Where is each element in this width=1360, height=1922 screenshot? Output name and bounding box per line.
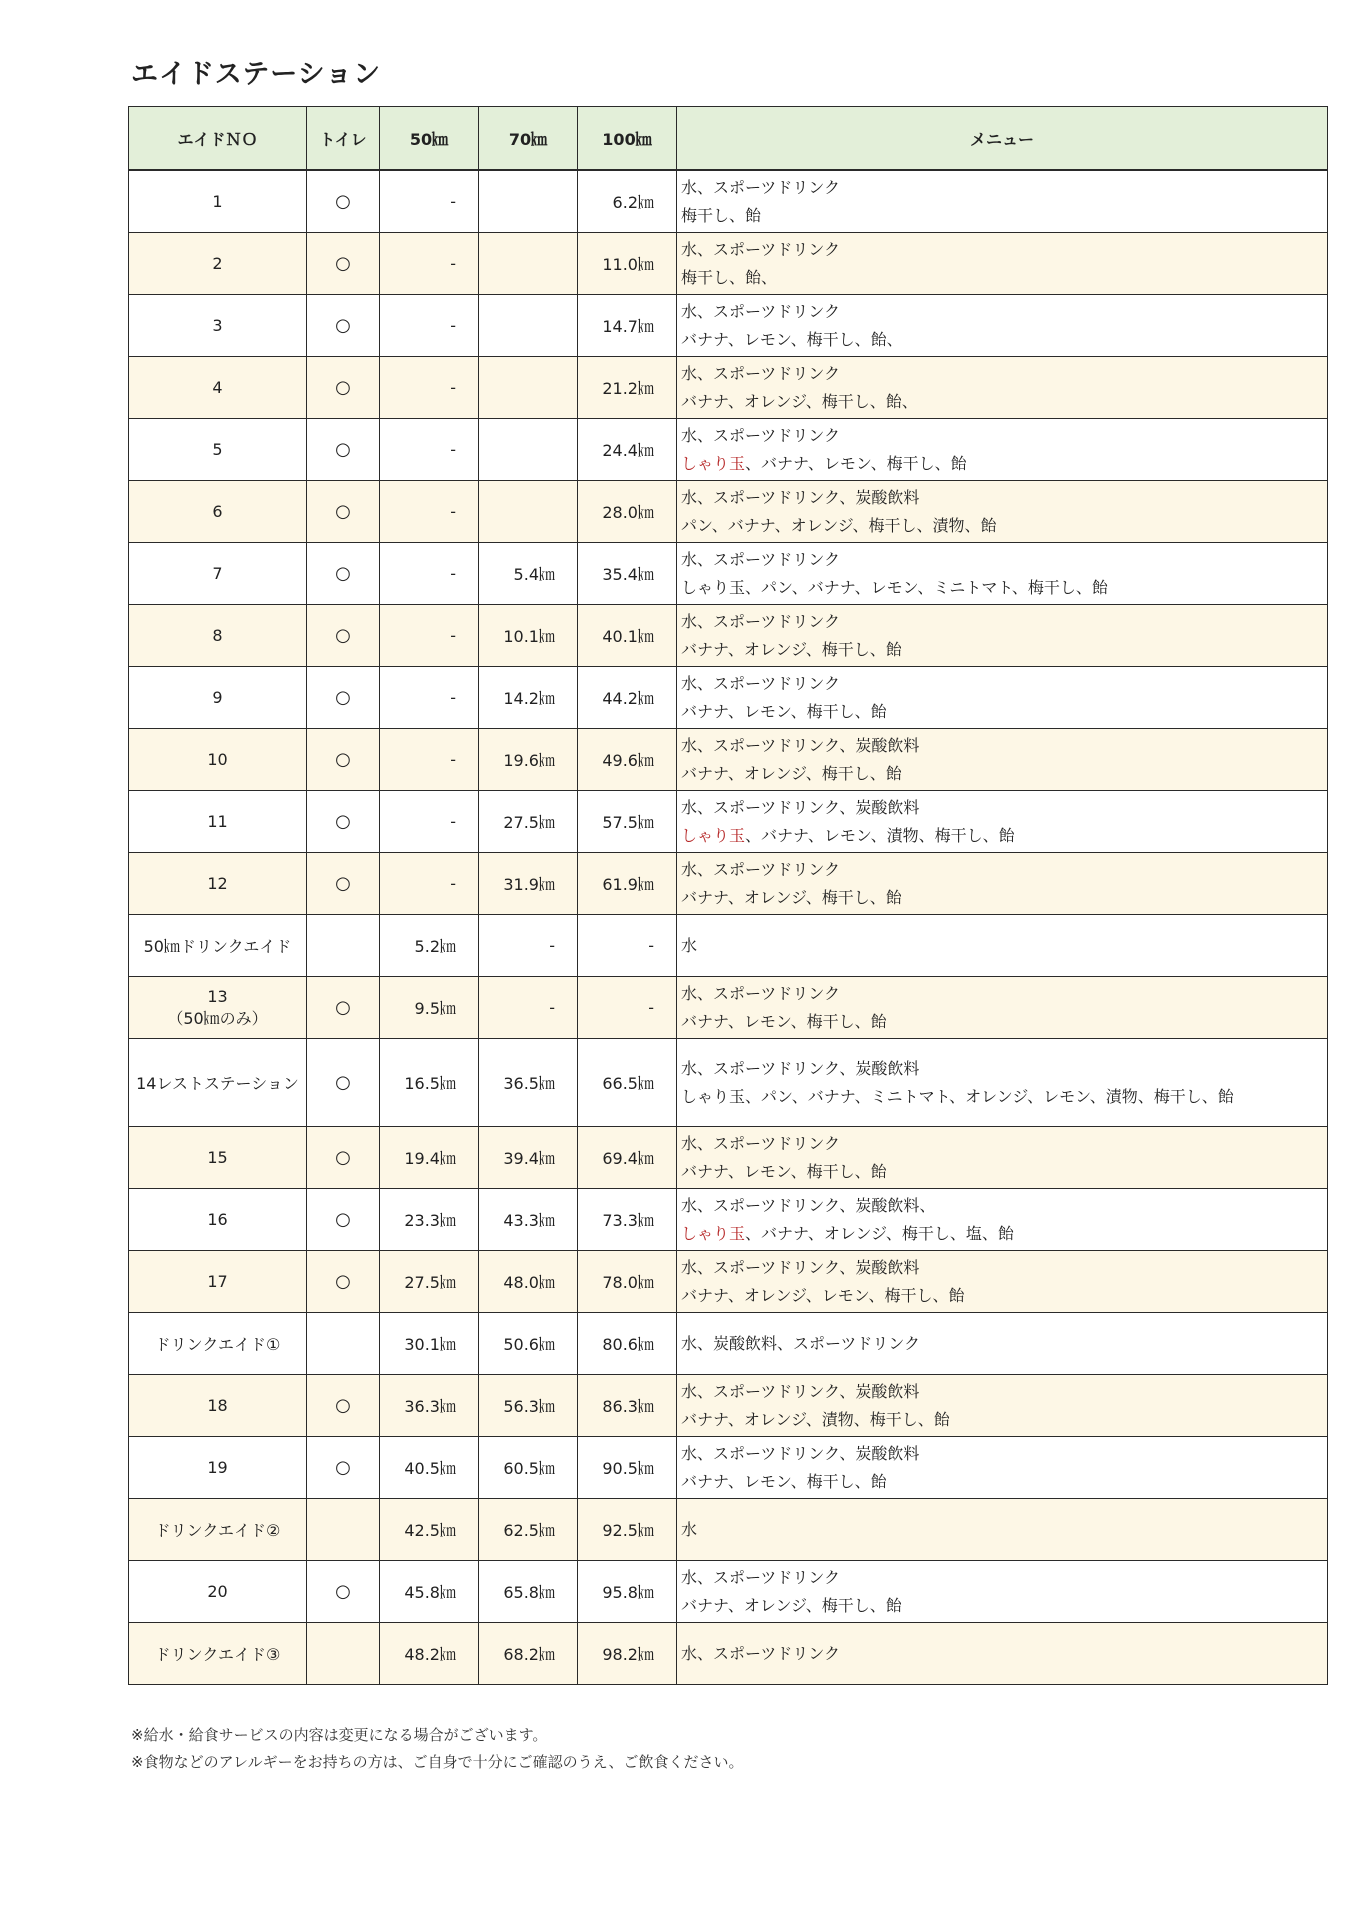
aid-station-table: [128, 106, 1328, 1685]
cell-100km: 73.3㎞: [578, 1189, 677, 1251]
cell-menu: [677, 1127, 1328, 1189]
menu-foods: [681, 760, 1327, 788]
cell-aid-no: [129, 667, 307, 729]
menu-food-items: バナナ、オレンジ、梅干し、飴: [681, 639, 902, 659]
cell-70km: 36.5㎞: [479, 1039, 578, 1127]
aid-number: 5: [212, 440, 223, 459]
cell-70km: 56.3㎞: [479, 1375, 578, 1437]
aid-number: 12: [207, 874, 228, 893]
aid-number: ドリンクエイド②: [154, 1521, 281, 1540]
menu-drinks: 水、スポーツドリンク、炭酸飲料、: [681, 1195, 936, 1215]
table-row: [129, 1127, 1328, 1189]
cell-menu: [677, 853, 1328, 915]
table-row: [129, 233, 1328, 295]
menu-foods: [681, 574, 1327, 602]
cell-50km: -: [380, 419, 479, 481]
menu-foods: [681, 1008, 1327, 1036]
menu-drinks: 水、スポーツドリンク: [681, 983, 841, 1003]
cell-100km: 6.2㎞: [578, 170, 677, 233]
cell-aid-no: [129, 233, 307, 295]
cell-aid-no: [129, 1375, 307, 1437]
aid-number: 9: [212, 688, 223, 707]
cell-100km: 86.3㎞: [578, 1375, 677, 1437]
cell-menu: [677, 791, 1328, 853]
menu-foods: [681, 326, 1327, 354]
aid-number: 20: [207, 1582, 228, 1601]
cell-50km: 42.5㎞: [380, 1499, 479, 1561]
menu-foods: [681, 1468, 1327, 1496]
cell-70km: 50.6㎞: [479, 1313, 578, 1375]
table-row: [129, 1313, 1328, 1375]
cell-aid-no: [129, 1499, 307, 1561]
cell-menu: [677, 170, 1328, 233]
cell-50km: -: [380, 295, 479, 357]
aid-number: 3: [212, 316, 223, 335]
menu-food-items: バナナ、レモン、梅干し、飴: [681, 1471, 887, 1491]
cell-menu: [677, 481, 1328, 543]
cell-50km: -: [380, 543, 479, 605]
menu-foods: [681, 264, 1327, 292]
cell-50km: 48.2㎞: [380, 1623, 479, 1685]
menu-foods: [681, 1220, 1327, 1248]
menu-foods: [681, 1592, 1327, 1620]
cell-aid-no: [129, 791, 307, 853]
page-title: エイドステーション: [131, 59, 382, 90]
cell-menu: [677, 357, 1328, 419]
table-row: [129, 791, 1328, 853]
cell-70km: [479, 419, 578, 481]
menu-food-items: バナナ、レモン、梅干し、飴: [681, 1161, 887, 1181]
cell-70km: 5.4㎞: [479, 543, 578, 605]
cell-70km: -: [479, 915, 578, 977]
table-row: [129, 915, 1328, 977]
cell-100km: 78.0㎞: [578, 1251, 677, 1313]
cell-100km: 40.1㎞: [578, 605, 677, 667]
cell-100km: 11.0㎞: [578, 233, 677, 295]
cell-50km: 23.3㎞: [380, 1189, 479, 1251]
aid-number: 50㎞ドリンクエイド: [143, 937, 292, 956]
table-row: [129, 357, 1328, 419]
cell-menu: [677, 1623, 1328, 1685]
cell-toilet: [307, 915, 380, 977]
cell-toilet: [307, 1623, 380, 1685]
cell-menu: [677, 233, 1328, 295]
cell-toilet: ○: [307, 1251, 380, 1313]
menu-foods: [681, 698, 1327, 726]
table-row: [129, 1561, 1328, 1623]
menu-drinks: 水、スポーツドリンク、炭酸飲料: [681, 1257, 920, 1277]
footnote-change: ※給水・給食サービスの内容は変更になる場合がございます。: [131, 1726, 548, 1744]
header-row: [129, 107, 1328, 171]
cell-aid-no: [129, 853, 307, 915]
menu-drinks: 水、スポーツドリンク、炭酸飲料: [681, 1443, 920, 1463]
cell-50km: -: [380, 853, 479, 915]
aid-number: 7: [212, 564, 223, 583]
cell-menu: [677, 667, 1328, 729]
menu-drinks: 水、炭酸飲料、スポーツドリンク: [681, 1333, 921, 1353]
table-row: [129, 419, 1328, 481]
aid-number: 15: [207, 1148, 228, 1167]
menu-food-items: バナナ、レモン、梅干し、飴: [681, 1011, 887, 1031]
menu-foods: [681, 388, 1327, 416]
menu-food-items: バナナ、オレンジ、梅干し、飴: [681, 1595, 902, 1615]
cell-100km: 90.5㎞: [578, 1437, 677, 1499]
cell-70km: 48.0㎞: [479, 1251, 578, 1313]
cell-aid-no: [129, 1623, 307, 1685]
cell-50km: 45.8㎞: [380, 1561, 479, 1623]
cell-50km: 19.4㎞: [380, 1127, 479, 1189]
cell-toilet: ○: [307, 729, 380, 791]
menu-foods: [681, 636, 1327, 664]
table-row: [129, 1375, 1328, 1437]
cell-100km: 57.5㎞: [578, 791, 677, 853]
aid-number: ドリンクエイド③: [154, 1645, 281, 1664]
menu-food-items: バナナ、オレンジ、梅干し、飴: [681, 763, 902, 783]
menu-highlight-shari: しゃり玉: [681, 1223, 746, 1243]
cell-70km: 39.4㎞: [479, 1127, 578, 1189]
menu-drinks: 水、スポーツドリンク: [681, 611, 841, 631]
cell-menu: [677, 1499, 1328, 1561]
cell-70km: 65.8㎞: [479, 1561, 578, 1623]
cell-aid-no: [129, 1561, 307, 1623]
cell-70km: 10.1㎞: [479, 605, 578, 667]
menu-drinks: 水、スポーツドリンク、炭酸飲料: [681, 1058, 920, 1078]
cell-50km: 16.5㎞: [380, 1039, 479, 1127]
cell-70km: [479, 357, 578, 419]
cell-menu: [677, 977, 1328, 1039]
cell-70km: 62.5㎞: [479, 1499, 578, 1561]
menu-foods: [681, 1083, 1327, 1111]
menu-highlight-shari: しゃり玉: [681, 453, 746, 473]
footnotes: [131, 1722, 744, 1776]
cell-50km: -: [380, 729, 479, 791]
table-row: [129, 605, 1328, 667]
cell-aid-no: [129, 481, 307, 543]
cell-toilet: ○: [307, 170, 380, 233]
aid-number: 8: [212, 626, 223, 645]
menu-food-items: バナナ、オレンジ、梅干し、飴、: [681, 391, 918, 411]
aid-number: 16: [207, 1210, 228, 1229]
cell-aid-no: [129, 170, 307, 233]
cell-50km: -: [380, 791, 479, 853]
table-row: [129, 1499, 1328, 1561]
cell-aid-no: [129, 357, 307, 419]
cell-50km: 36.3㎞: [380, 1375, 479, 1437]
menu-drinks: 水、スポーツドリンク: [681, 1643, 841, 1663]
cell-100km: 44.2㎞: [578, 667, 677, 729]
cell-toilet: ○: [307, 543, 380, 605]
cell-100km: 80.6㎞: [578, 1313, 677, 1375]
table-row: [129, 481, 1328, 543]
cell-70km: [479, 481, 578, 543]
table-row: [129, 853, 1328, 915]
menu-drinks: 水、スポーツドリンク: [681, 859, 841, 879]
cell-menu: [677, 1313, 1328, 1375]
menu-food-items: 梅干し、飴、: [681, 267, 778, 287]
menu-foods: [681, 1158, 1327, 1186]
cell-70km: 60.5㎞: [479, 1437, 578, 1499]
cell-menu: [677, 1561, 1328, 1623]
table-row: [129, 1623, 1328, 1685]
cell-50km: -: [380, 233, 479, 295]
cell-aid-no: [129, 295, 307, 357]
header-aid-no: エイドＮＯ: [129, 107, 307, 171]
cell-50km: 27.5㎞: [380, 1251, 479, 1313]
cell-aid-no: [129, 1313, 307, 1375]
cell-100km: 69.4㎞: [578, 1127, 677, 1189]
cell-toilet: ○: [307, 853, 380, 915]
cell-menu: [677, 1375, 1328, 1437]
aid-number: 2: [212, 254, 223, 273]
menu-food-items: 、バナナ、レモン、梅干し、飴: [745, 453, 967, 473]
cell-70km: 31.9㎞: [479, 853, 578, 915]
menu-drinks: 水、スポーツドリンク: [681, 301, 841, 321]
aid-number: 19: [207, 1458, 228, 1477]
cell-toilet: ○: [307, 1189, 380, 1251]
cell-50km: -: [380, 170, 479, 233]
table-row: [129, 295, 1328, 357]
cell-menu: [677, 295, 1328, 357]
cell-100km: 66.5㎞: [578, 1039, 677, 1127]
menu-food-items: バナナ、レモン、梅干し、飴、: [681, 329, 903, 349]
cell-100km: 24.4㎞: [578, 419, 677, 481]
cell-menu: [677, 1251, 1328, 1313]
menu-food-items: 梅干し、飴: [681, 205, 762, 225]
menu-food-items: バナナ、オレンジ、レモン、梅干し、飴: [681, 1285, 965, 1305]
aid-number-note: （50㎞のみ）: [167, 1008, 268, 1028]
menu-foods: [681, 202, 1327, 230]
cell-100km: 98.2㎞: [578, 1623, 677, 1685]
cell-menu: [677, 915, 1328, 977]
cell-50km: 9.5㎞: [380, 977, 479, 1039]
menu-foods: [681, 450, 1327, 478]
cell-70km: 43.3㎞: [479, 1189, 578, 1251]
menu-food-items: しゃり玉、パン、バナナ、ミニトマト、オレンジ、レモン、漬物、梅干し、飴: [681, 1086, 1234, 1106]
cell-toilet: ○: [307, 1375, 380, 1437]
cell-aid-no: [129, 1039, 307, 1127]
cell-70km: 68.2㎞: [479, 1623, 578, 1685]
menu-drinks: 水、スポーツドリンク: [681, 363, 841, 383]
cell-menu: [677, 1039, 1328, 1127]
cell-aid-no: [129, 977, 307, 1039]
cell-70km: [479, 170, 578, 233]
cell-menu: [677, 419, 1328, 481]
cell-toilet: ○: [307, 419, 380, 481]
menu-drinks: 水、スポーツドリンク: [681, 177, 841, 197]
cell-50km: 40.5㎞: [380, 1437, 479, 1499]
menu-foods: [681, 1406, 1327, 1434]
cell-toilet: ○: [307, 481, 380, 543]
table-row: [129, 543, 1328, 605]
menu-drinks: 水: [681, 935, 698, 955]
menu-foods: [681, 884, 1327, 912]
cell-aid-no: [129, 1251, 307, 1313]
menu-food-items: パン、バナナ、オレンジ、梅干し、漬物、飴: [681, 515, 997, 535]
cell-70km: [479, 233, 578, 295]
table-row: [129, 729, 1328, 791]
table-row: [129, 977, 1328, 1039]
cell-aid-no: [129, 915, 307, 977]
cell-70km: [479, 295, 578, 357]
aid-number: 14レストステーション: [136, 1074, 299, 1093]
menu-food-items: しゃり玉、パン、バナナ、レモン、ミニトマト、梅干し、飴: [681, 577, 1108, 597]
cell-70km: 14.2㎞: [479, 667, 578, 729]
cell-100km: -: [578, 915, 677, 977]
cell-100km: 92.5㎞: [578, 1499, 677, 1561]
menu-drinks: 水: [681, 1519, 698, 1539]
menu-food-items: バナナ、オレンジ、漬物、梅干し、飴: [681, 1409, 950, 1429]
header-100km: 100㎞: [578, 107, 677, 171]
cell-aid-no: [129, 1127, 307, 1189]
cell-100km: 21.2㎞: [578, 357, 677, 419]
menu-drinks: 水、スポーツドリンク: [681, 239, 841, 259]
aid-number: 6: [212, 502, 223, 521]
cell-toilet: ○: [307, 233, 380, 295]
aid-number: 1: [212, 192, 223, 211]
menu-drinks: 水、スポーツドリンク: [681, 1133, 841, 1153]
cell-100km: -: [578, 977, 677, 1039]
header-menu: メニュー: [677, 107, 1328, 171]
cell-50km: 5.2㎞: [380, 915, 479, 977]
menu-food-items: バナナ、オレンジ、梅干し、飴: [681, 887, 902, 907]
cell-70km: 27.5㎞: [479, 791, 578, 853]
table-row: [129, 1251, 1328, 1313]
cell-toilet: ○: [307, 605, 380, 667]
table-row: [129, 667, 1328, 729]
table-row: [129, 1039, 1328, 1127]
aid-number: 18: [207, 1396, 228, 1415]
menu-food-items: 、バナナ、オレンジ、梅干し、塩、飴: [745, 1223, 1014, 1243]
cell-50km: -: [380, 481, 479, 543]
table-body: [129, 170, 1328, 1685]
cell-100km: 35.4㎞: [578, 543, 677, 605]
cell-100km: 28.0㎞: [578, 481, 677, 543]
cell-toilet: ○: [307, 1561, 380, 1623]
cell-50km: -: [380, 605, 479, 667]
cell-aid-no: [129, 543, 307, 605]
aid-number: 11: [207, 812, 228, 831]
cell-toilet: ○: [307, 791, 380, 853]
cell-toilet: ○: [307, 1039, 380, 1127]
cell-aid-no: [129, 1437, 307, 1499]
menu-foods: [681, 822, 1327, 850]
cell-50km: -: [380, 667, 479, 729]
cell-70km: -: [479, 977, 578, 1039]
menu-food-items: 、バナナ、レモン、漬物、梅干し、飴: [745, 825, 1015, 845]
cell-aid-no: [129, 729, 307, 791]
cell-aid-no: [129, 419, 307, 481]
cell-aid-no: [129, 1189, 307, 1251]
cell-aid-no: [129, 605, 307, 667]
aid-number: 10: [207, 750, 228, 769]
menu-food-items: バナナ、レモン、梅干し、飴: [681, 701, 887, 721]
cell-menu: [677, 729, 1328, 791]
cell-menu: [677, 605, 1328, 667]
cell-menu: [677, 1189, 1328, 1251]
menu-drinks: 水、スポーツドリンク、炭酸飲料: [681, 1381, 920, 1401]
table-row: [129, 1189, 1328, 1251]
cell-toilet: ○: [307, 977, 380, 1039]
cell-50km: -: [380, 357, 479, 419]
menu-drinks: 水、スポーツドリンク: [681, 425, 841, 445]
header-toilet: トイレ: [307, 107, 380, 171]
cell-menu: [677, 543, 1328, 605]
header-70km: 70㎞: [479, 107, 578, 171]
table-row: [129, 1437, 1328, 1499]
menu-highlight-shari: しゃり玉: [681, 825, 746, 845]
cell-100km: 14.7㎞: [578, 295, 677, 357]
cell-toilet: ○: [307, 1127, 380, 1189]
cell-100km: 95.8㎞: [578, 1561, 677, 1623]
aid-number: 17: [207, 1272, 228, 1291]
aid-number: 13: [207, 986, 228, 1006]
cell-toilet: ○: [307, 357, 380, 419]
menu-drinks: 水、スポーツドリンク、炭酸飲料: [681, 797, 920, 817]
cell-toilet: ○: [307, 295, 380, 357]
cell-toilet: ○: [307, 1437, 380, 1499]
cell-toilet: ○: [307, 667, 380, 729]
menu-foods: [681, 512, 1327, 540]
footnote-allergy: ※食物などのアレルギーをお持ちの方は、ご自身で十分にご確認のうえ、ご飲食ください。: [131, 1753, 744, 1771]
menu-drinks: 水、スポーツドリンク: [681, 1567, 841, 1587]
aid-number: ドリンクエイド①: [154, 1335, 281, 1354]
menu-drinks: 水、スポーツドリンク: [681, 673, 841, 693]
menu-drinks: 水、スポーツドリンク、炭酸飲料: [681, 735, 920, 755]
header-50km: 50㎞: [380, 107, 479, 171]
menu-foods: [681, 1282, 1327, 1310]
cell-toilet: [307, 1313, 380, 1375]
table-row: [129, 170, 1328, 233]
cell-50km: 30.1㎞: [380, 1313, 479, 1375]
cell-toilet: [307, 1499, 380, 1561]
menu-drinks: 水、スポーツドリンク: [681, 549, 841, 569]
cell-70km: 19.6㎞: [479, 729, 578, 791]
cell-100km: 49.6㎞: [578, 729, 677, 791]
aid-number: 4: [212, 378, 223, 397]
cell-menu: [677, 1437, 1328, 1499]
menu-drinks: 水、スポーツドリンク、炭酸飲料: [681, 487, 920, 507]
cell-100km: 61.9㎞: [578, 853, 677, 915]
